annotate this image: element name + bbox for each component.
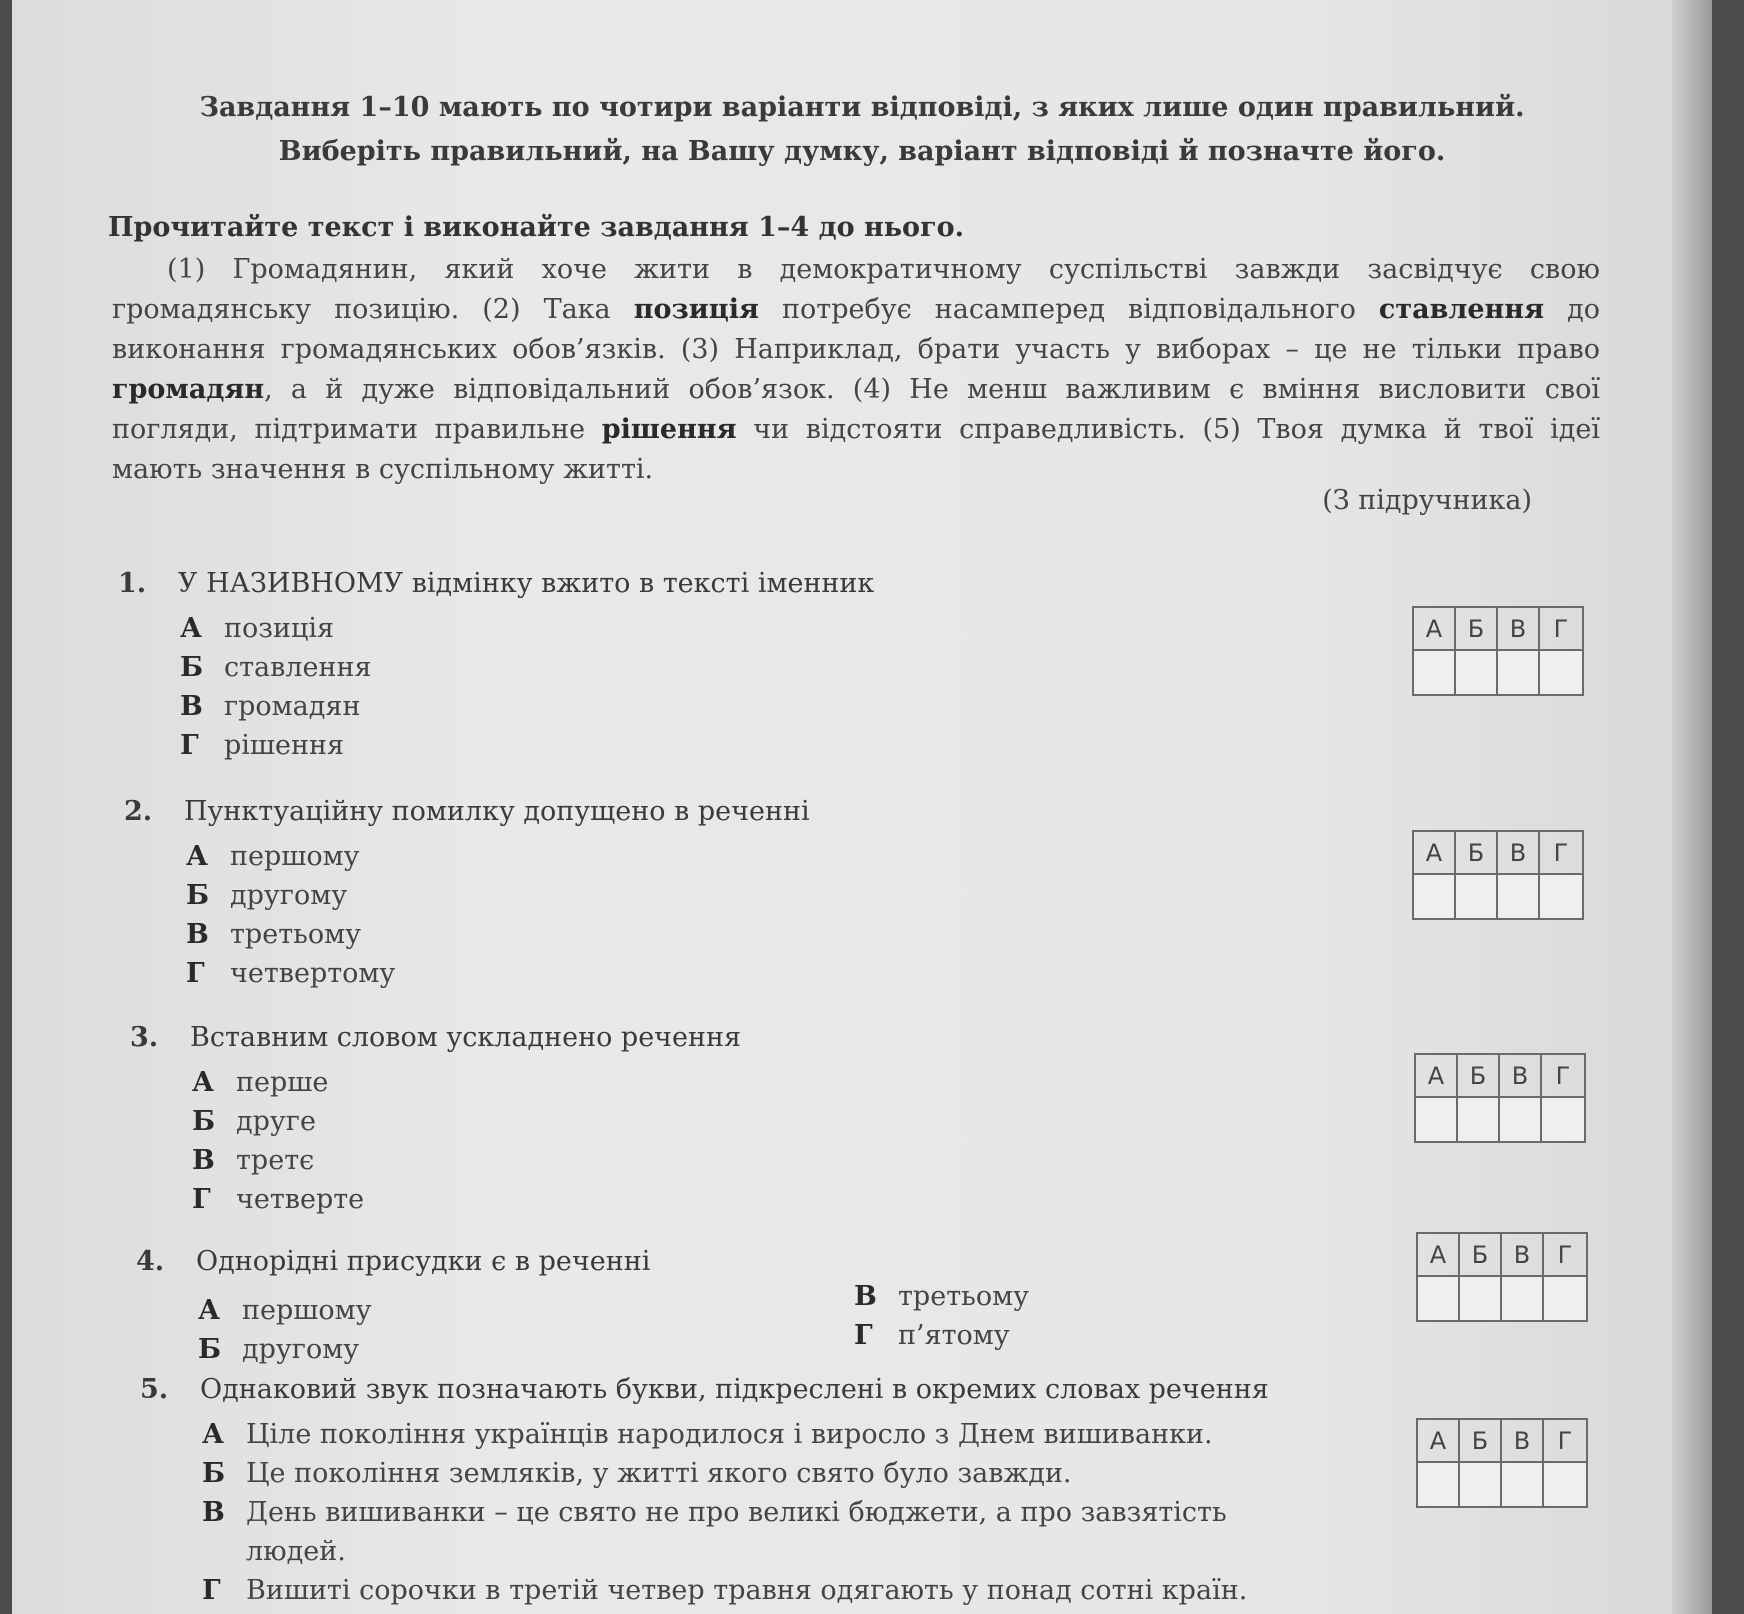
answer-header-a: А [1418,1234,1460,1277]
option-a: А Ціле покоління українців народилося і виросло з Днем вишиванки. [202,1419,1213,1450]
option-h: Г Вишиті сорочки в третій четвер травня одягають у понад сотні країн. [202,1575,1248,1606]
answer-box-b[interactable] [1456,651,1498,694]
sentence-2-part-a: (2) Така [459,294,634,325]
answer-header-v: В [1498,832,1540,875]
option-b: Б друге [192,1106,316,1137]
sentence-3-part-c: , а й дуже відповідальний обов’язок. [264,374,835,405]
sentence-3-part-a: (3) Наприклад, брати участь у виборах – це не тільки право [665,334,1600,365]
answer-header-h: Г [1540,832,1582,875]
answer-box-a[interactable] [1418,1463,1460,1506]
answer-box-h[interactable] [1540,651,1582,694]
answer-header-v: В [1502,1234,1544,1277]
sentence-4-part-a: (4) Не менш важливим є вміння висловити свої погляди, підтримати правильне [112,374,1600,445]
question-prompt: Однаковий звук позначають букви, підкреслені в окремих словах речення [200,1374,1269,1405]
answer-box-v[interactable] [1500,1098,1542,1141]
answer-box-v[interactable] [1498,875,1540,918]
answer-header-a: А [1414,608,1456,651]
question-5 [140,1374,1332,1610]
answer-header-v: В [1498,608,1540,651]
exam-page [12,0,1712,1614]
answer-header-b: Б [1460,1420,1502,1463]
question-3 [130,1022,741,1219]
answer-box-a[interactable] [1414,651,1456,694]
answer-box-b[interactable] [1460,1277,1502,1320]
option-v: В третьому [186,919,361,950]
option-h: Г п’ятому [854,1320,1010,1351]
read-instruction: Прочитайте текст і виконайте завдання 1–4 до нього. [108,212,965,243]
answer-header-b: Б [1456,608,1498,651]
option-b: Б ставлення [180,652,372,683]
answer-box-b[interactable] [1460,1463,1502,1506]
question-number: 1. [118,568,147,599]
question-4-column-2 [854,1277,1029,1355]
question-prompt: Пунктуаційну помилку допущено в реченні [184,796,810,827]
question-number: 3. [130,1022,159,1053]
answer-box-v[interactable] [1502,1277,1544,1320]
answer-box-h[interactable] [1540,875,1582,918]
answer-header-a: А [1414,832,1456,875]
option-v: В третє [192,1145,315,1176]
answer-box-a[interactable] [1414,875,1456,918]
answer-box-h[interactable] [1542,1098,1584,1141]
question-number: 4. [136,1246,165,1277]
instructions-line-2: Виберіть правильний, на Вашу думку, варіант відповіді й позначте його. [278,136,1446,167]
option-v: В День вишиванки – це свято не про великі бюджети, а про завзятість людей. [202,1497,1227,1567]
passage-source: (З підручника) [1322,485,1532,516]
bold-word-rishennia: рішення [601,414,737,445]
instructions-line-1: Завдання 1–10 мають по чотири варіанти відповіді, з яких лише один правильний. [199,92,1525,123]
question-prompt: У НАЗИВНОМУ відмінку вжито в тексті іменник [178,568,875,599]
question-4 [136,1246,650,1369]
task-instructions [12,86,1712,174]
answer-box-b[interactable] [1456,875,1498,918]
bold-word-stavlennia: ставлення [1378,294,1545,325]
question-prompt: Однорідні присудки є в реченні [196,1246,651,1277]
option-a: А перше [192,1067,329,1098]
option-a: А позиція [180,613,335,644]
answer-header-h: Г [1540,608,1582,651]
reading-passage [112,250,1600,490]
option-v: В громадян [180,691,361,722]
option-h: Г четверте [192,1184,365,1215]
option-h: Г четвертому [186,958,396,989]
answer-header-a: А [1416,1055,1458,1098]
answer-grid-q5 [1416,1418,1588,1508]
question-1 [118,568,874,765]
bold-word-hromadian: громадян [112,374,265,405]
answer-header-b: Б [1456,832,1498,875]
option-a: А першому [186,841,360,872]
answer-box-h[interactable] [1544,1463,1586,1506]
answer-header-h: Г [1544,1420,1586,1463]
question-number: 2. [124,796,153,827]
answer-header-v: В [1502,1420,1544,1463]
bold-word-pozytsiia: позиція [633,294,759,325]
book-spine [1672,0,1712,1614]
sentence-2-part-e: до виконання громадянських обов’язків. [112,294,1600,365]
question-number: 5. [140,1374,169,1405]
question-prompt: Вставним словом ускладнено речення [190,1022,742,1053]
answer-header-b: Б [1460,1234,1502,1277]
option-h: Г рішення [180,730,345,761]
answer-box-v[interactable] [1498,651,1540,694]
sentence-4-part-c: чи відстояти справедливість. [736,414,1186,445]
option-b: Б другому [186,880,348,911]
answer-box-b[interactable] [1458,1098,1500,1141]
answer-box-h[interactable] [1544,1277,1586,1320]
answer-grid-q3 [1414,1053,1586,1143]
answer-header-v: В [1500,1055,1542,1098]
sentence-2-part-c: потребує насамперед відповідального [758,294,1379,325]
answer-grid-q1 [1412,606,1584,696]
option-v: В третьому [854,1281,1029,1312]
sentence-1: (1) Громадянин, який хоче жити в демократичному суспільстві завжди засвідчує свою громадянську позицію. [112,254,1600,325]
answer-box-a[interactable] [1418,1277,1460,1320]
answer-header-h: Г [1542,1055,1584,1098]
option-b: Б другому [198,1334,360,1365]
answer-box-a[interactable] [1416,1098,1458,1141]
answer-header-h: Г [1544,1234,1586,1277]
question-2 [124,796,810,993]
option-b: Б Це покоління земляків, у житті якого свято було завжди. [202,1458,1072,1489]
answer-grid-q4 [1416,1232,1588,1322]
answer-header-b: Б [1458,1055,1500,1098]
answer-grid-q2 [1412,830,1584,920]
answer-box-v[interactable] [1502,1463,1544,1506]
answer-header-a: А [1418,1420,1460,1463]
sentence-5: (5) Твоя думка й твої ідеї мають значення в суспільному житті. [112,414,1600,485]
option-a: А першому [198,1295,372,1326]
